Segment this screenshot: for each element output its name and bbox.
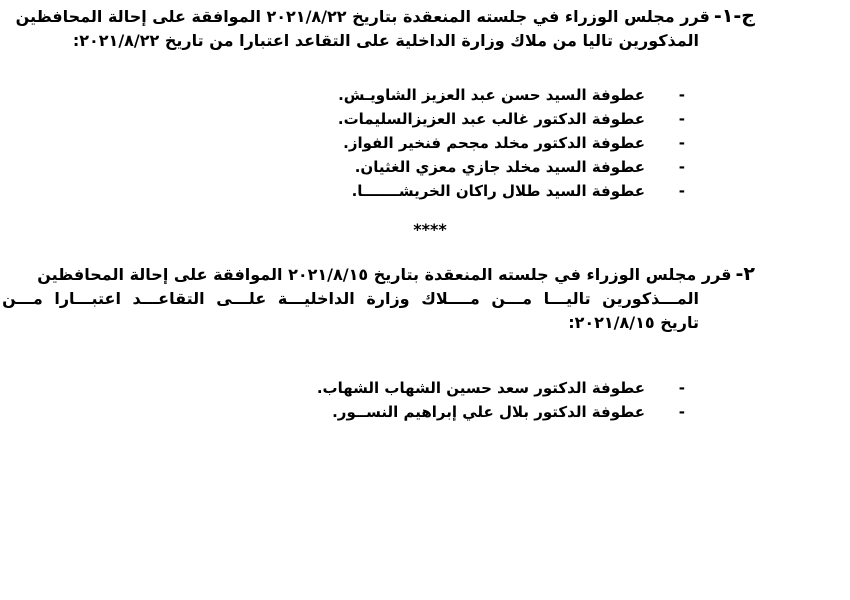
list-item-text: عطوفة الدكتور سعد حسين الشهاب الشهاب. (316, 379, 645, 397)
list-item (317, 400, 685, 424)
list-item (338, 155, 685, 179)
resolution-paragraph-2 (2, 262, 755, 335)
paragraph-2-line-3: تاريخ ٢٠٢١/٨/١٥: (568, 313, 699, 332)
paragraph-2-first-line (37, 262, 755, 287)
paragraph-1-first-line (15, 4, 755, 29)
list-item-text: عطوفة الدكتور غالب عبد العزيزالسليمات. (337, 110, 645, 128)
list-item-text: عطوفة السيد حسن عبد العزيز الشاويـش. (338, 86, 645, 104)
list-item (317, 376, 685, 400)
list-dash: - (678, 158, 685, 176)
governors-list-1 (338, 83, 685, 203)
list-item (338, 107, 685, 131)
paragraph-2-line-1: قرر مجلس الوزراء في جلسته المنعقدة بتاريخ ٢٠٢١/٨/١٥ الموافقة على إحالة المحافظين (37, 265, 732, 284)
paragraph-1-number: ج-١- (713, 5, 755, 27)
paragraph-2-line-2: المـــذكورين تاليـــا مـــن مــــلاك وزارة الداخليـــة علـــى التقاعـــد اعتبـــارا مـــن (2, 289, 699, 308)
resolution-paragraph-1 (15, 4, 755, 53)
list-item-text: عطوفة السيد طلال راكان الخريشـــــــا. (351, 182, 645, 200)
list-item (338, 179, 685, 203)
list-item-text: عطوفة السيد مخلد جازي معزي الغثيان. (354, 158, 645, 176)
list-dash: - (678, 86, 685, 104)
list-dash: - (678, 110, 685, 128)
list-item (338, 131, 685, 155)
list-item-text: عطوفة الدكتور مخلد مجحم فنخير الفواز. (343, 134, 645, 152)
list-item (338, 83, 685, 107)
list-dash: - (678, 403, 685, 421)
section-separator: **** (413, 220, 447, 239)
list-dash: - (678, 134, 685, 152)
paragraph-2-number: ٢- (735, 263, 755, 285)
paragraph-1-line-1: قرر مجلس الوزراء في جلسته المنعقدة بتاريخ ٢٠٢١/٨/٢٢ الموافقة على إحالة المحافظين (15, 7, 710, 26)
list-item-text: عطوفة الدكتور بلال علي إبراهيم النســور. (332, 403, 645, 421)
governors-list-2 (317, 376, 685, 424)
list-dash: - (678, 379, 685, 397)
paragraph-1-line-2: المذكورين تاليا من ملاك وزارة الداخلية على التقاعد اعتبارا من تاريخ ٢٠٢١/٨/٢٢: (72, 31, 699, 50)
list-dash: - (678, 182, 685, 200)
